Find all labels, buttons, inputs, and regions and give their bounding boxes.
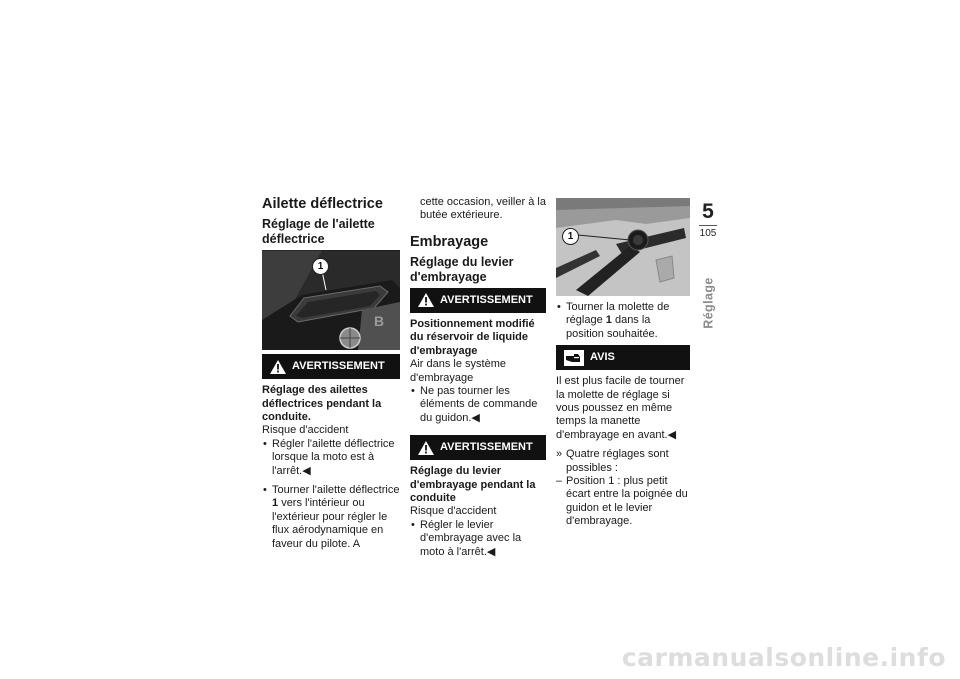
result-marker: » xyxy=(556,448,563,461)
warning-heading-deflector: Réglage des ailettes déflectrices pendant la conduite. xyxy=(262,384,382,423)
warning-triangle-icon xyxy=(418,441,434,455)
instruction-ref-number: 1 xyxy=(272,497,279,510)
page-number: 105 xyxy=(699,228,717,239)
chapter-divider xyxy=(699,225,717,226)
warning-instruction-clutch-fluid: • Ne pas tourner les éléments de commande du guidon.◀ xyxy=(410,385,546,425)
section-title-clutch: Embrayage xyxy=(410,233,489,250)
warning-triangle-icon xyxy=(270,360,286,374)
chapter-tab xyxy=(695,272,723,334)
clutch-lever-photo xyxy=(556,198,690,296)
warning-label: AVERTISSEMENT xyxy=(440,441,533,453)
warning-banner-deflector xyxy=(262,354,400,379)
warning-banner-clutch-fluid xyxy=(410,288,546,313)
instruction-ref-number: 1 xyxy=(605,314,612,327)
clutch-lever-photo-image xyxy=(556,198,690,296)
subsection-title-clutch-lever: Réglage du levier d'embrayage xyxy=(410,255,514,284)
deflector-callout-1: 1 xyxy=(312,258,329,275)
chapter-number: 5 xyxy=(702,200,714,223)
warning-heading-clutch-fluid: Positionnement modifié du réservoir de liquide d'embrayage xyxy=(410,317,535,357)
subsection-title-deflector-adjust: Réglage de l'ailette déflectrice xyxy=(262,217,375,246)
warning-risk-clutch-fluid: Air dans le système d'embrayage xyxy=(410,358,506,384)
warning-risk-clutch-riding: Risque d'accident xyxy=(410,505,497,518)
deflector-photo-image xyxy=(262,250,400,350)
column-deflector xyxy=(262,196,400,551)
notice-label: AVIS xyxy=(590,351,615,364)
continuation-text: cette occasion, veiller à la butée extérieure. xyxy=(420,196,546,222)
warning-heading-clutch-riding: Réglage du levier d'embrayage pendant la conduite xyxy=(410,465,536,505)
notice-text: Il est plus facile de tourner la molette de réglage si vous poussez en même temps la manette d'embrayage en avant.◀ xyxy=(556,375,685,441)
instruction-turn-knob xyxy=(556,301,690,341)
column-clutch-adjust xyxy=(556,198,690,529)
section-title-deflector: Ailette déflectrice xyxy=(262,196,383,212)
result-text: Quatre réglages sont possibles : xyxy=(566,448,669,474)
instruction-text-rest: vers l'intérieur ou l'extérieur pour régler le flux aérodynamique en faveur du pilote. A xyxy=(272,497,388,550)
clutch-callout-1: 1 xyxy=(562,228,579,245)
warning-banner-clutch-riding xyxy=(410,435,546,460)
instruction-text-rest: dans la position souhaitée. xyxy=(566,314,658,340)
warning-instruction-deflector: • Régler l'ailette déflectrice lorsque la moto est à l'arrêt.◀ xyxy=(262,438,400,478)
warning-triangle-icon xyxy=(418,293,434,307)
warning-instruction-clutch-riding: • Régler le levier d'embrayage avec la moto à l'arrêt.◀ xyxy=(410,519,546,559)
position-item xyxy=(556,475,690,529)
warning-label: AVERTISSEMENT xyxy=(292,359,385,372)
deflector-photo xyxy=(262,250,400,350)
notice-banner xyxy=(556,345,690,370)
svg-text:B: B xyxy=(374,313,385,330)
result-item xyxy=(556,448,690,475)
position-marker: – xyxy=(556,475,563,488)
position-text: Position 1 : plus petit écart entre la poignée du guidon et le levier d'embrayage. xyxy=(566,475,688,528)
notice-hand-icon xyxy=(564,350,584,366)
instruction-turn-deflector xyxy=(262,484,400,551)
instruction-text: Tourner la molette de réglage xyxy=(566,301,670,327)
instruction-text: Tourner l'ailette déflectrice xyxy=(272,483,400,496)
warning-label: AVERTISSEMENT xyxy=(440,293,533,306)
chapter-label: Réglage xyxy=(701,277,716,329)
watermark: carmanualsonline.info xyxy=(621,643,946,672)
warning-risk-deflector: Risque d'accident xyxy=(262,424,349,437)
column-clutch xyxy=(410,196,546,559)
